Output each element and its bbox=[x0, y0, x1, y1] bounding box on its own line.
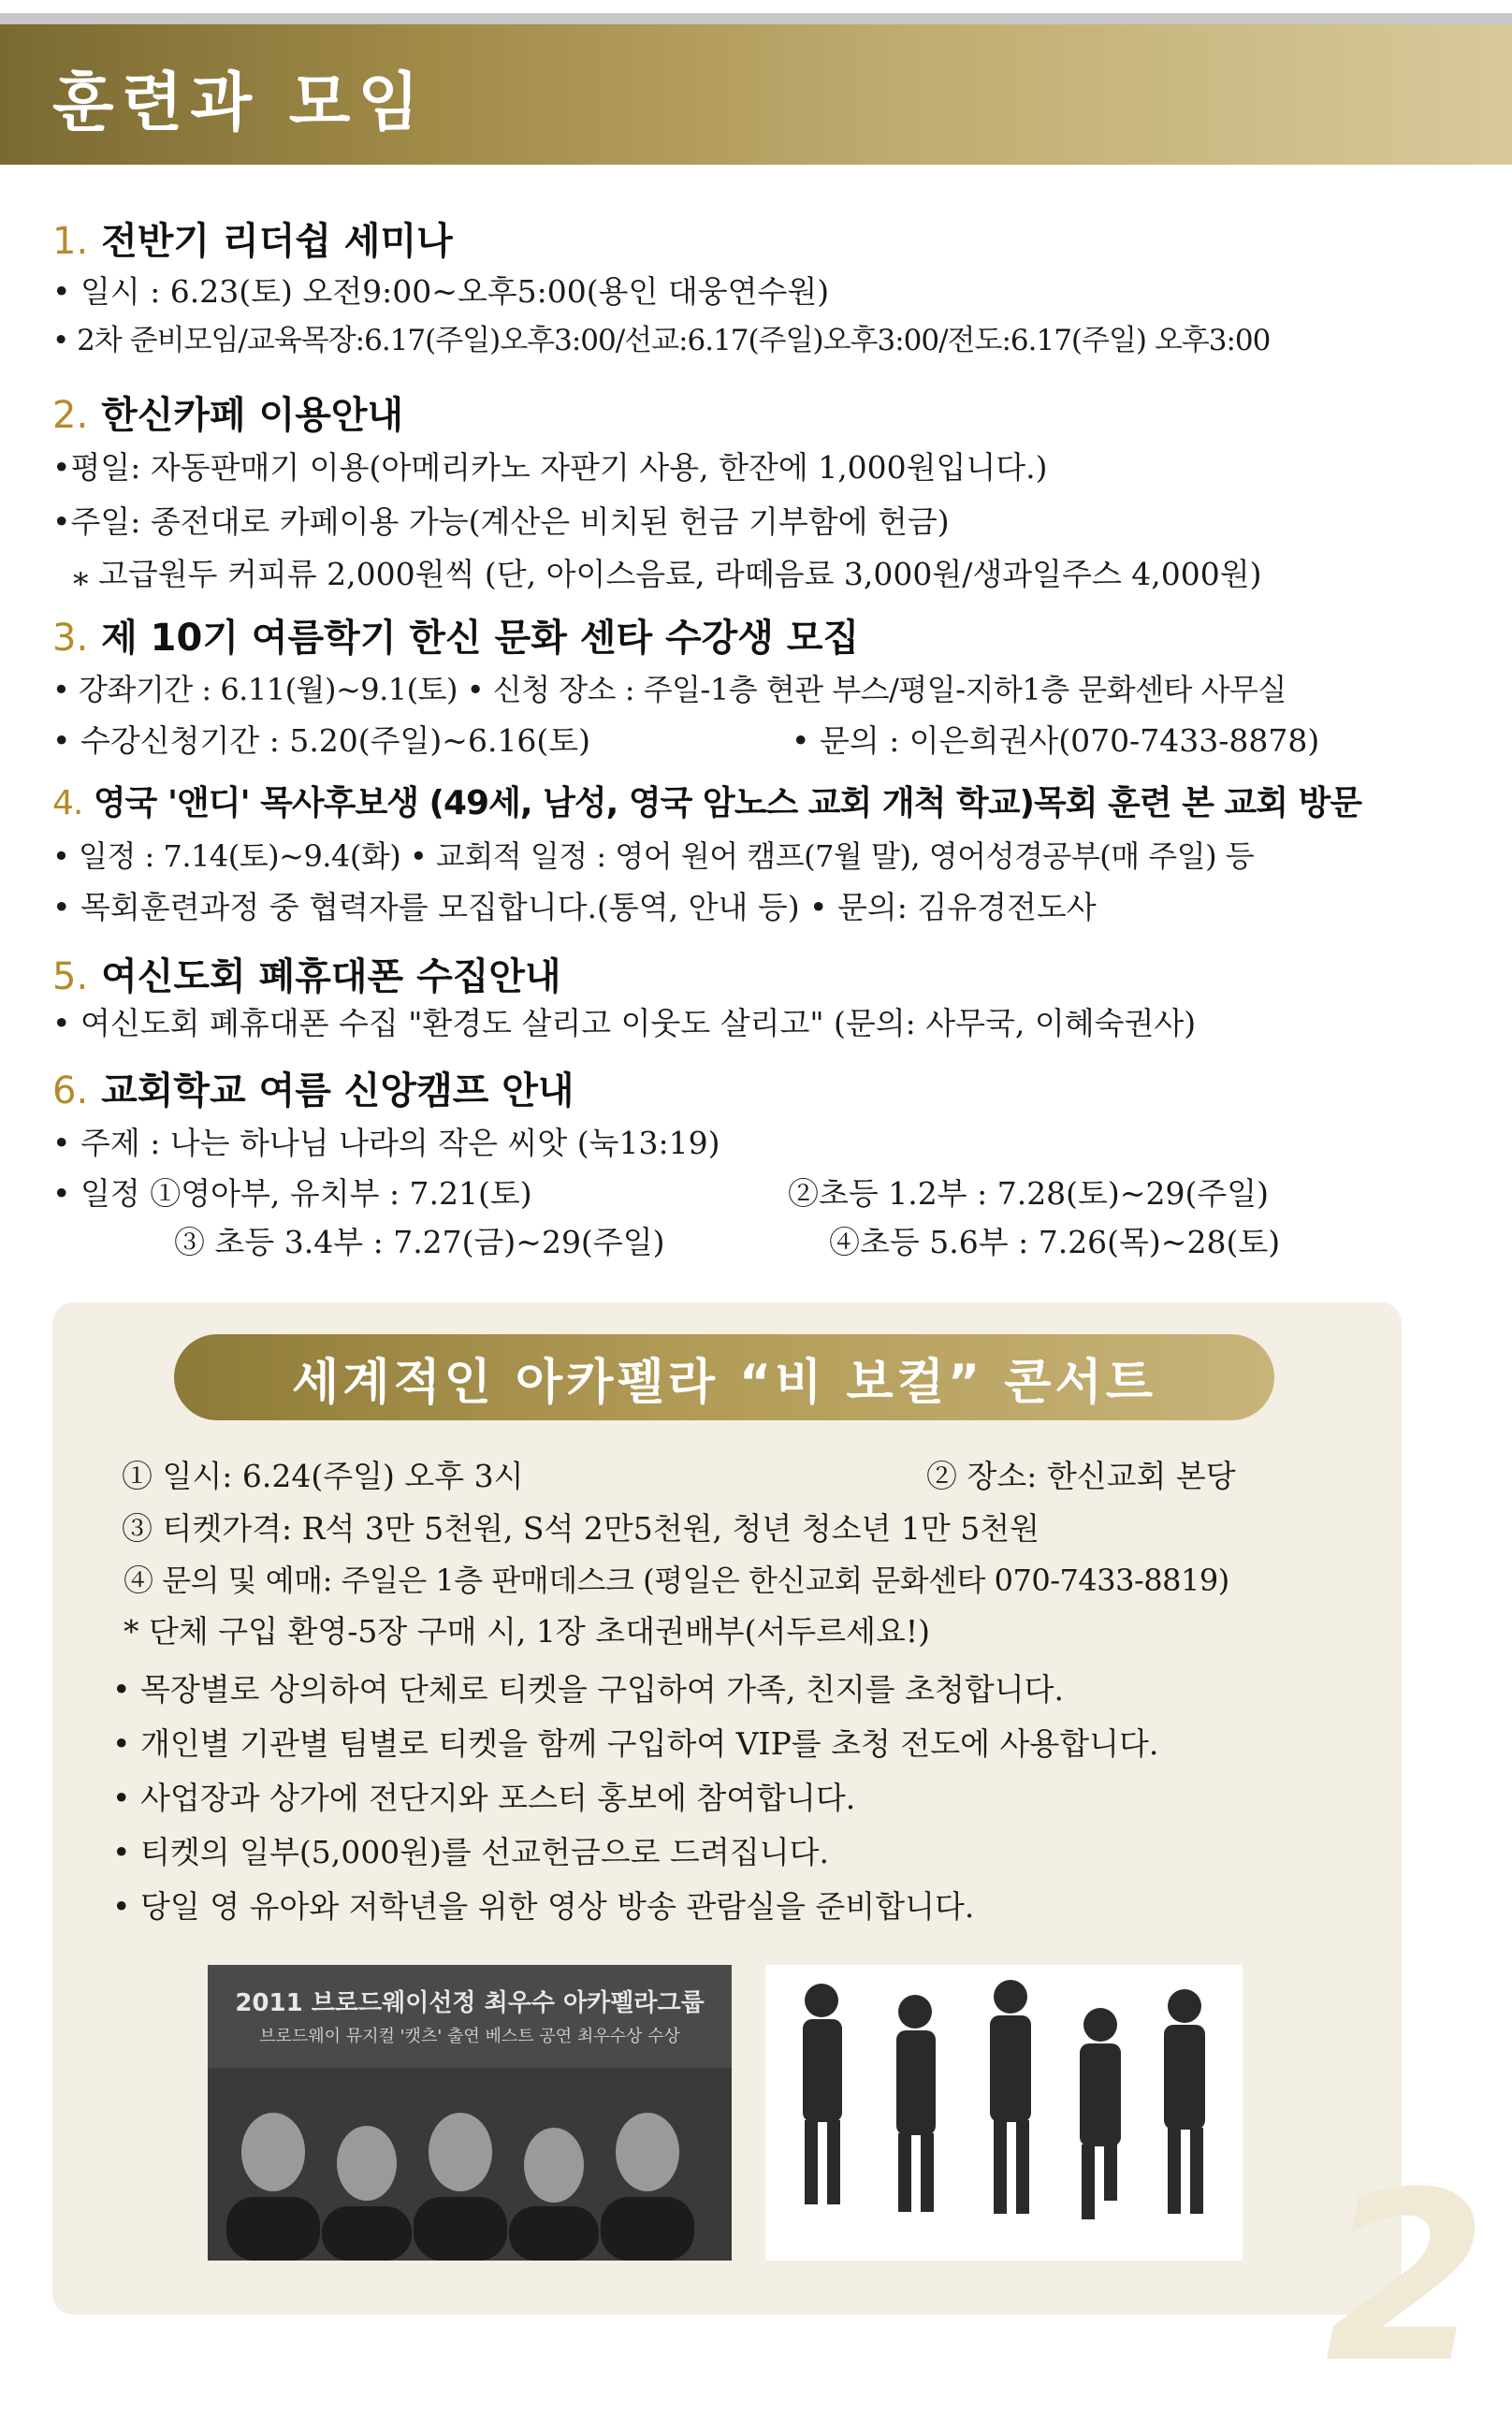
poster-subline: 브로드웨이 뮤지컬 '캣츠' 출연 베스트 공연 최우수상 수상 bbox=[259, 2027, 680, 2046]
section-6-line: ③ 초등 3.4부 : 7.27(금)~29(주일) bbox=[174, 1224, 665, 1260]
concert-bullet: • 목장별로 상의하여 단체로 티켓을 구입하여 가족, 친지를 초청합니다. bbox=[112, 1671, 1064, 1708]
concert-poster-image bbox=[208, 1965, 732, 2261]
concert-title: 세계적인 아카펠라 “비 보컬” 콘서트 bbox=[291, 1354, 1156, 1411]
group-portrait-illustration bbox=[208, 1965, 732, 2261]
section-1-line: • 일시 : 6.23(토) 오전9:00~오후5:00(용인 대웅연수원) bbox=[52, 273, 830, 310]
concert-info-line: ④ 문의 및 예매: 주일은 1층 판매데스크 (평일은 한신교회 문화센타 070-7433-8819) bbox=[124, 1563, 1229, 1598]
section-3-line: • 강좌기간 : 6.11(월)~9.1(토) • 신청 장소 : 주일-1층 현관 부스/평일-지하1층 문화센타 사무실 bbox=[52, 672, 1287, 707]
concert-bullet: • 사업장과 상가에 전단지와 포스터 홍보에 참여합니다. bbox=[112, 1780, 856, 1816]
section-1-title: 1. 전반기 리더쉽 세미나 bbox=[52, 220, 453, 263]
poster-headline: 2011 브로드웨이선정 최우수 아카펠라그룹 bbox=[235, 1989, 705, 2017]
section-6-line: • 주제 : 나는 하나님 나라의 작은 씨앗 (눅13:19) bbox=[52, 1125, 720, 1161]
section-4-line: • 목회훈련과정 중 협력자를 모집합니다.(통역, 안내 등) • 문의: 김유경전도사 bbox=[52, 889, 1097, 925]
section-3-title: 3. 제 10기 여름학기 한신 문화 센타 수강생 모집 bbox=[52, 617, 860, 660]
concert-bullet: • 개인별 기관별 팀별로 티켓을 함께 구입하여 VIP를 초청 전도에 사용합니다. bbox=[112, 1725, 1159, 1762]
section-4-line: • 일정 : 7.14(토)~9.4(화) • 교회적 일정 : 영어 원어 캠프(7월 말), 영어성경공부(매 주일) 등 bbox=[52, 838, 1255, 874]
section-6-line: • 일정 ①영아부, 유치부 : 7.21(토) bbox=[52, 1175, 532, 1212]
section-4-title: 4. 영국 '앤디' 목사후보생 (49세, 남성, 영국 암노스 교회 개척 학교)목회 훈련 본 교회 방문 bbox=[52, 784, 1362, 822]
section-2-line: •주일: 종전대로 카페이용 가능(계산은 비치된 헌금 기부함에 헌금) bbox=[52, 503, 950, 540]
section-2-title: 2. 한신카페 이용안내 bbox=[52, 394, 404, 437]
section-6-line: ④초등 5.6부 : 7.26(목)~28(토) bbox=[829, 1224, 1281, 1260]
section-1-line: • 2차 준비모임/교육목장:6.17(주일)오후3:00/선교:6.17(주일)오후3:00/전도:6.17(주일) 오후3:00 bbox=[52, 324, 1271, 357]
concert-bullet: • 티켓의 일부(5,000원)를 선교헌금으로 드려집니다. bbox=[112, 1834, 829, 1870]
top-rule bbox=[0, 13, 1512, 24]
jumping-singers-image bbox=[765, 1965, 1243, 2261]
page-number: 2 bbox=[1325, 2142, 1488, 2414]
concert-title-banner bbox=[174, 1334, 1274, 1420]
concert-info-line: * 단체 구입 환영-5장 구매 시, 1장 초대권배부(서두르세요!) bbox=[124, 1613, 931, 1650]
section-6-line: ②초등 1.2부 : 7.28(토)~29(주일) bbox=[788, 1175, 1269, 1212]
section-3-line: • 수강신청기간 : 5.20(주일)~6.16(토) bbox=[52, 722, 591, 759]
section-2-line: ⁎ 고급원두 커피류 2,000원씩 (단, 아이스음료, 라떼음료 3,000원/생과일주스 4,000원) bbox=[73, 556, 1262, 592]
section-6-title: 6. 교회학교 여름 신앙캠프 안내 bbox=[52, 1069, 574, 1112]
section-5-line: • 여신도회 폐휴대폰 수집 "환경도 살리고 이웃도 살리고" (문의: 사무국, 이혜숙권사) bbox=[52, 1005, 1197, 1041]
jumping-singers-illustration bbox=[765, 1965, 1243, 2261]
page-title: 훈련과 모임 bbox=[52, 66, 428, 140]
concert-bullet: • 당일 영 유아와 저학년을 위한 영상 방송 관람실을 준비합니다. bbox=[112, 1888, 975, 1925]
section-2-line: •평일: 자동판매기 이용(아메리카노 자판기 사용, 한잔에 1,000원입니다.) bbox=[52, 449, 1048, 486]
header-banner bbox=[0, 24, 1512, 165]
concert-info-line: ③ 티켓가격: R석 3만 5천원, S석 2만5천원, 청년 청소년 1만 5천원 bbox=[122, 1510, 1040, 1547]
concert-info-line: ① 일시: 6.24(주일) 오후 3시 bbox=[122, 1458, 524, 1494]
concert-info-line: ② 장소: 한신교회 본당 bbox=[926, 1458, 1236, 1494]
section-5-title: 5. 여신도회 폐휴대폰 수집안내 bbox=[52, 955, 561, 998]
section-3-line: • 문의 : 이은희권사(070-7433-8878) bbox=[792, 722, 1320, 759]
